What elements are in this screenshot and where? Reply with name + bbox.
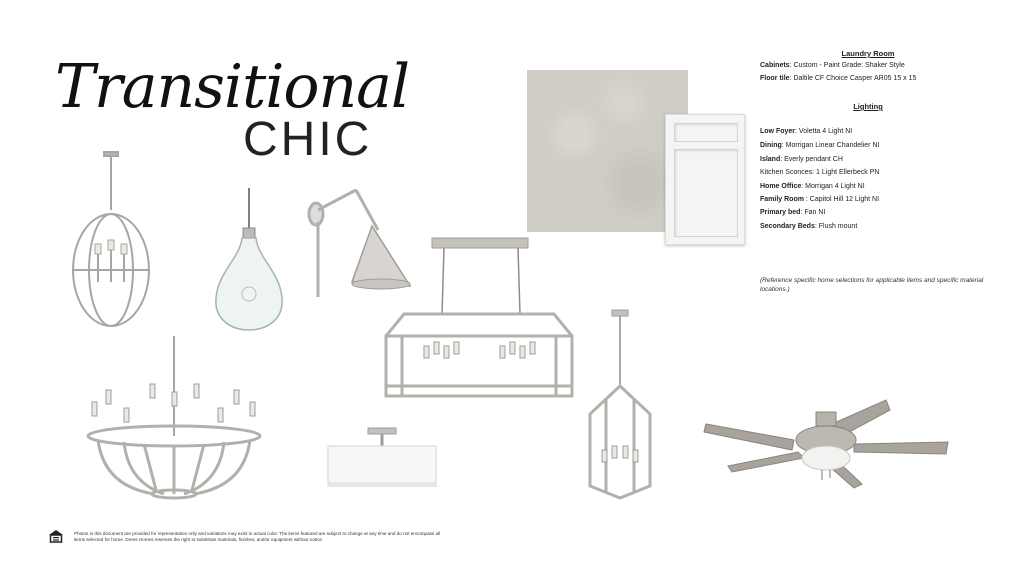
- spec-value: : Morrigan Linear Chandelier NI: [781, 142, 880, 149]
- orb-chandelier-image: [68, 152, 154, 334]
- spec-island: [760, 156, 843, 163]
- page-title: Transitional: [55, 52, 410, 122]
- spec-dining: [760, 142, 879, 149]
- spec-value: : Fan NI: [800, 209, 826, 216]
- spec-label: Primary bed: [760, 209, 801, 216]
- cabinet-door-panel: [674, 149, 738, 237]
- spec-family-room: [760, 196, 879, 203]
- flush-mount-image: [326, 426, 438, 490]
- spec-value: : Daltile CF Choice Casper AR05 15 x 15: [789, 75, 917, 82]
- spec-floor-tile: [760, 75, 916, 82]
- cabinet-door-swatch: [665, 114, 745, 245]
- laundry-heading: Laundry Room: [841, 49, 895, 58]
- linear-chandelier-image: [382, 236, 576, 404]
- spec-label: Island: [760, 156, 781, 163]
- lighting-heading: Lighting: [853, 102, 883, 111]
- spec-label: Cabinets: [760, 62, 790, 69]
- spec-value: : Flush mount: [814, 223, 858, 230]
- reference-note: (Reference specific home selections for applicable items and specific material locations.): [760, 277, 984, 293]
- spec-label: Family Room: [760, 196, 806, 203]
- spec-cabinets: [760, 62, 905, 69]
- spec-value: : Custom - Paint Grade: Shaker Style: [789, 62, 905, 69]
- glass-pendant-image: [212, 188, 286, 333]
- floor-tile-swatch: [527, 70, 688, 232]
- spec-value: : Everly pendant CH: [780, 156, 843, 163]
- lantern-pendant-image: [582, 310, 658, 502]
- spec-label: Low Foyer: [760, 128, 796, 135]
- cabinet-drawer-panel: [674, 123, 738, 142]
- spec-home-office: [760, 183, 865, 190]
- spec-value: : Capitol Hill 12 Light NI: [805, 196, 880, 203]
- page-subtitle: CHIC: [243, 113, 373, 166]
- spec-value: : Voletta 4 Light NI: [795, 128, 853, 135]
- equal-housing-icon: [48, 529, 64, 545]
- spec-label: Dining: [760, 142, 782, 149]
- disclaimer-text: Photos in this document are provided for representation only and variations may exist in actual color. The items featured are subject to change at any time and do not encompass all items selected for home. Drees Homes reserves the right to substitute materials, finishes, and/or equipment without notice.: [74, 531, 441, 542]
- spec-secondary-beds: [760, 223, 857, 230]
- spec-label: Floor tile: [760, 75, 790, 82]
- spec-primary-bed: [760, 209, 825, 216]
- spec-label: Home Office: [760, 183, 802, 190]
- spec-label: Secondary Beds: [760, 223, 815, 230]
- wheel-chandelier-image: [84, 336, 264, 500]
- spec-value: : Morrigan 4 Light NI: [801, 183, 865, 190]
- spec-value: Kitchen Sconces: 1 Light Ellerbeck PN: [760, 169, 880, 176]
- ceiling-fan-image: [704, 400, 952, 488]
- spec-kitchen-sconces: [760, 169, 879, 176]
- spec-low-foyer: [760, 128, 852, 135]
